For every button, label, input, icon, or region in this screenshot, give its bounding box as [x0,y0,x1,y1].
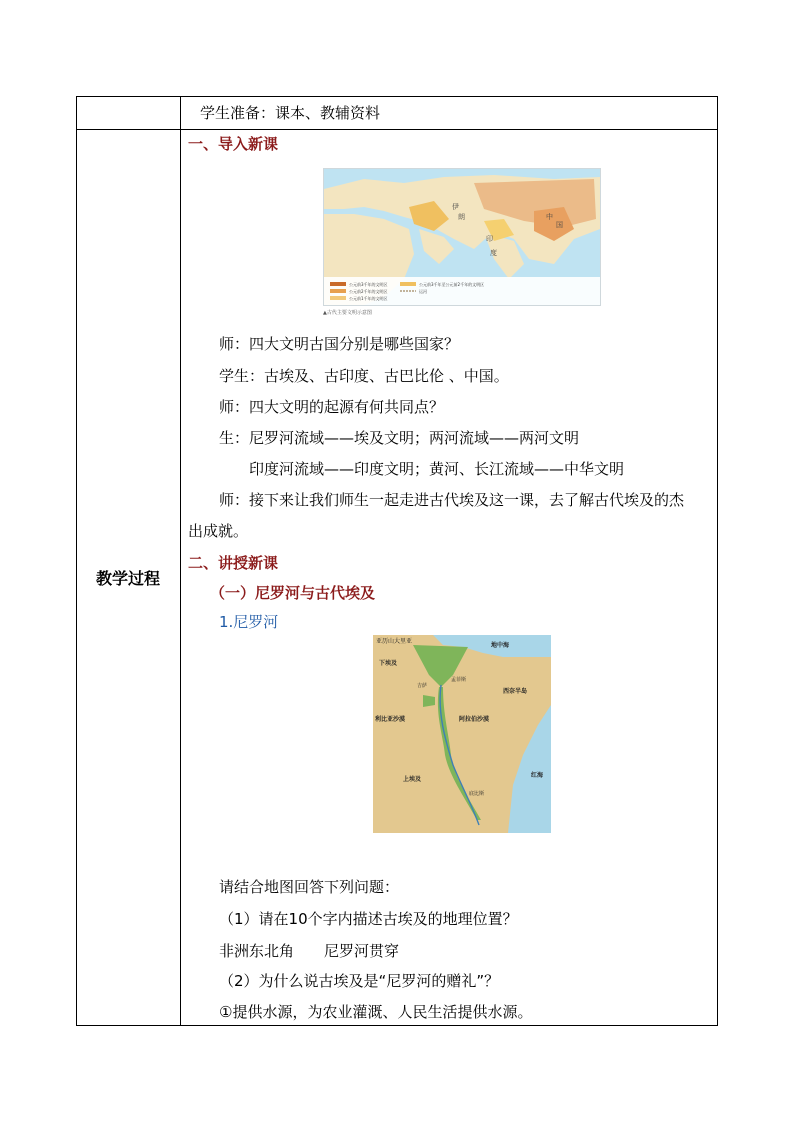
section2-title: 二、讲授新课 [188,554,279,572]
ancient-civilizations-map-graphic [324,169,600,305]
legend-3: 公元前1千年的文明区 [349,296,388,301]
table-right-border [717,96,718,1026]
label-arabian-desert: 阿拉伯沙漠 [459,716,490,723]
legend-5: 运河 [419,289,427,294]
nile-map [373,635,551,833]
label-giza: 吉萨 [417,683,428,689]
dialogue-line-2: 学生：古埃及、古印度、古巴比伦 、中国。 [219,367,509,385]
table-col-divider [180,96,181,1026]
map1-caption: ▲古代主要文明示意图 [323,310,372,316]
questions-intro: 请结合地图回答下列问题： [219,878,400,896]
dialogue-line-5: 印度河流域——印度文明；黄河、长江流域——中华文明 [249,460,625,478]
label-lower-egypt: 下埃及 [379,660,398,667]
label-libyan-desert: 利比亚沙漠 [375,716,406,723]
label-alexandria: 亚历山大里亚 [376,638,413,645]
label-yin: 印 [486,235,493,243]
section1-title: 一、导入新课 [188,135,279,153]
process-label-cell [76,129,180,1026]
label-guo: 国 [556,221,563,229]
prep-text: 学生准备：课本、教辅资料 [200,104,381,122]
label-zhong: 中 [546,213,553,221]
question-2: （2）为什么说古埃及是“尼罗河的赠礼”？ [219,972,500,990]
legend-4: 公元前3千年至公元前2千年的文明区 [419,282,485,287]
label-mediterranean: 地中海 [491,642,510,649]
label-memphis: 孟菲斯 [451,677,467,683]
process-label: 教学过程 [95,569,160,588]
question-1: （1）请在10个字内描述古埃及的地理位置？ [219,910,518,928]
table-top-border [76,96,718,97]
answer-1: 非洲东北角 尼罗河贯穿 [219,942,400,960]
answer-2: ①提供水源，为农业灌溉、人民生活提供水源。 [219,1003,533,1021]
dialogue-line-4: 生：尼罗河流域——埃及文明；两河流域——两河文明 [219,429,580,447]
nile-map-graphic [373,635,551,833]
dialogue-line-1: 师：四大文明古国分别是哪些国家？ [219,335,460,353]
label-lang: 朗 [458,213,465,221]
dialogue-line-3: 师：四大文明的起源有何共同点？ [219,398,445,416]
point-nile: 1.尼罗河 [219,613,279,631]
dialogue-line-7: 出成就。 [188,522,249,540]
label-red-sea: 红海 [531,772,544,779]
section2-subtitle: （一）尼罗河与古代埃及 [210,584,376,602]
label-upper-egypt: 上埃及 [403,776,422,783]
label-yi: 伊 [452,203,459,211]
label-thebes: 底比斯 [469,791,485,797]
ancient-civilizations-map [323,168,601,306]
dialogue-line-6: 师：接下来让我们师生一起走进古代埃及这一课，去了解古代埃及的杰 [219,491,685,509]
label-du: 度 [490,249,497,257]
legend-1: 公元前3千年的文明区 [349,282,388,287]
legend-2: 公元前2千年的文明区 [349,289,388,294]
label-sinai: 西奈半岛 [503,688,528,695]
